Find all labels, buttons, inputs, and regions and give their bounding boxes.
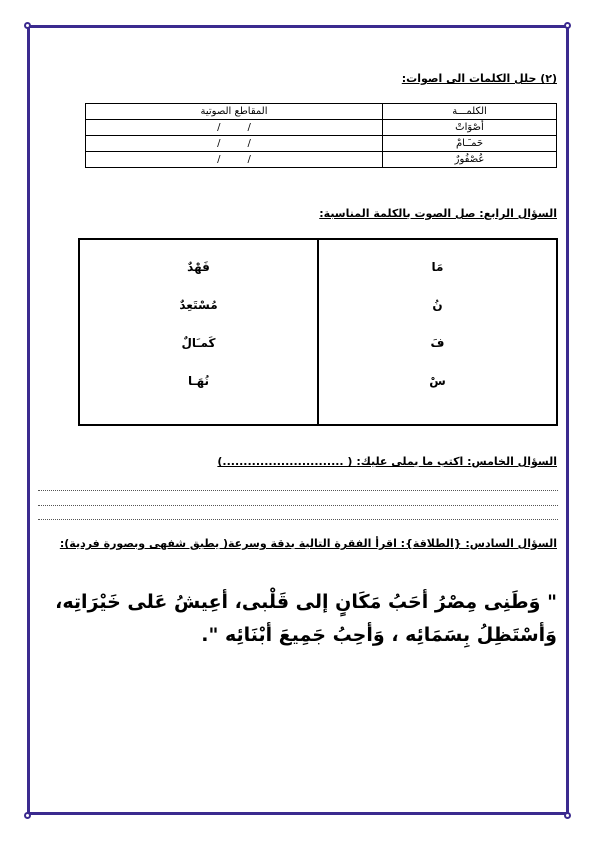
q5-heading bbox=[217, 455, 557, 468]
word-cell: حَمـَـامْ bbox=[383, 136, 557, 152]
matching-box bbox=[78, 238, 558, 426]
q5-title: السؤال الخامس: اكتب ما يملى عليك: bbox=[356, 455, 557, 468]
writing-line[interactable] bbox=[38, 505, 558, 506]
writing-line[interactable] bbox=[38, 490, 558, 491]
corner-ornament bbox=[564, 812, 571, 819]
corner-ornament bbox=[24, 22, 31, 29]
table-row bbox=[86, 120, 557, 136]
word-cell: عُصْفُورٌ bbox=[383, 152, 557, 168]
slash-mark: / bbox=[247, 122, 251, 133]
slash-mark: / bbox=[217, 154, 221, 165]
word-item[interactable]: نُهَـا bbox=[187, 374, 210, 388]
words-column bbox=[80, 240, 319, 424]
q2-heading: (٢) حلل الكلمات الى اصوات: bbox=[401, 72, 557, 85]
sound-item[interactable]: فَ bbox=[430, 336, 445, 350]
q6-heading: السؤال السادس: {الطلاقة}: اقرأ الفقرة التالية بدقة وسرعة( يطبق شفهى وبصورة فردية): bbox=[59, 537, 557, 550]
corner-ornament bbox=[24, 812, 31, 819]
reading-passage: " وَطَنِى مِصْرُ أحَبُ مَكَانٍ إلى قَلْبى، أعِيشُ عَلى خَيْرَاتِه، وَأسْتَظِلُ بِسَمَائِه ، وَأحِبُ جَمِيعَ أبْنَائِه ". bbox=[55, 591, 557, 646]
syllables-cell[interactable] bbox=[86, 152, 383, 168]
slash-mark: / bbox=[247, 154, 251, 165]
word-cell: أصْوَاتْ bbox=[383, 120, 557, 136]
dictation-blank[interactable]: ( .............................) bbox=[217, 455, 353, 468]
table-row bbox=[86, 152, 557, 168]
sound-item[interactable]: مَا bbox=[431, 260, 444, 274]
table-row bbox=[86, 136, 557, 152]
syllables-cell[interactable] bbox=[86, 136, 383, 152]
writing-line[interactable] bbox=[38, 519, 558, 520]
syllables-table bbox=[85, 103, 557, 168]
sound-item[interactable]: نُ bbox=[432, 298, 443, 312]
corner-ornament bbox=[564, 22, 571, 29]
header-syllables: المقاطع الصوتية bbox=[86, 104, 383, 120]
slash-mark: / bbox=[217, 138, 221, 149]
syllables-cell[interactable] bbox=[86, 120, 383, 136]
sounds-column bbox=[319, 240, 556, 424]
slash-mark: / bbox=[217, 122, 221, 133]
slash-mark: / bbox=[247, 138, 251, 149]
header-word: الكلمـــة bbox=[383, 104, 557, 120]
sound-item[interactable]: سْ bbox=[429, 374, 446, 388]
word-item[interactable]: كَمـَالٌ bbox=[181, 336, 216, 350]
word-item[interactable]: مُسْتَعِدٌ bbox=[179, 298, 218, 312]
table-header-row bbox=[86, 104, 557, 120]
word-item[interactable]: فَهْدٌ bbox=[187, 260, 210, 274]
q4-heading: السؤال الرابع: صل الصوت بالكلمة المناسبة: bbox=[319, 207, 557, 220]
